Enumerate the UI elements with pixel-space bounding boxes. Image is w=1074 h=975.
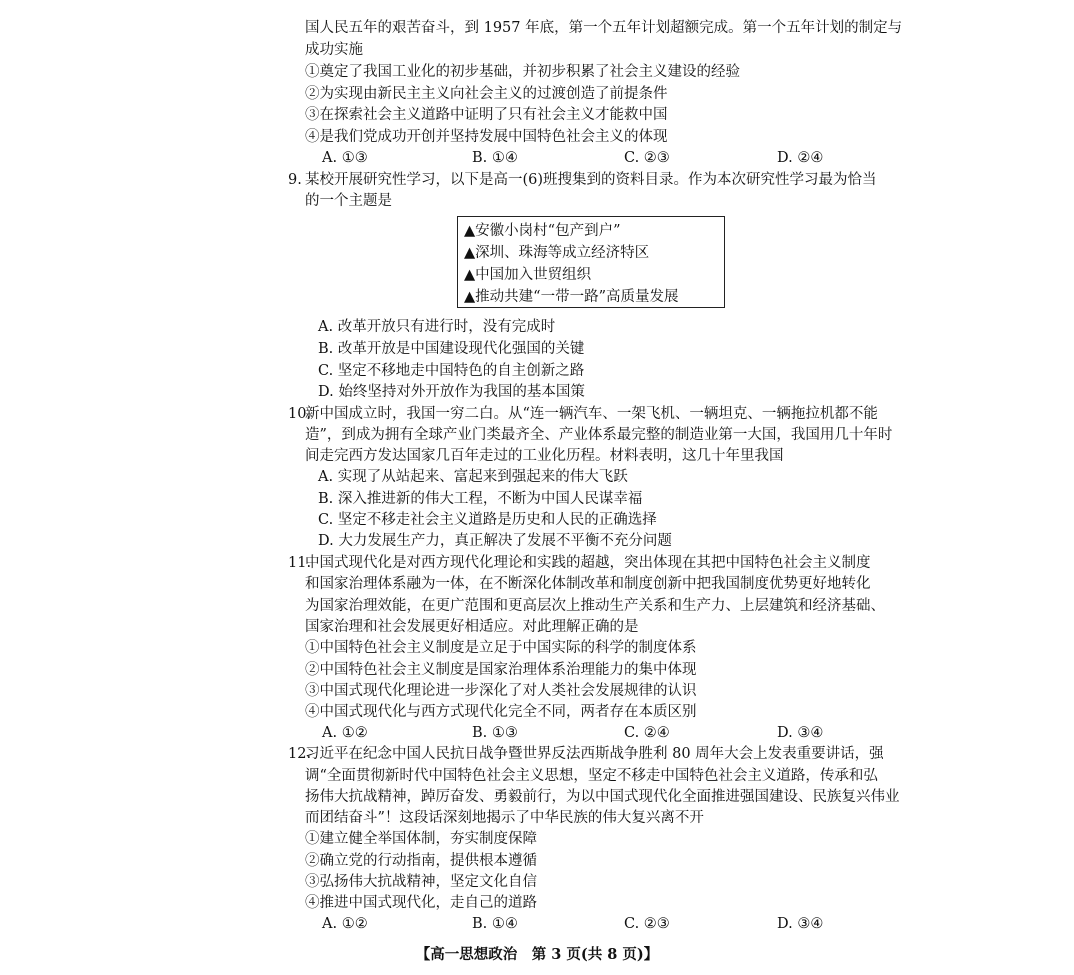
q9-number: 9. — [288, 172, 302, 188]
q8-option-a[interactable]: A. ①③ — [322, 150, 368, 166]
q10-option-b[interactable]: B. 深入推进新的伟大工程，不断为中国人民谋幸福 — [318, 491, 643, 507]
q9-option-b[interactable]: B. 改革开放是中国建设现代化强国的关键 — [318, 341, 585, 357]
q8-option-c[interactable]: C. ②③ — [624, 150, 670, 166]
q11-stem-line-3: 为国家治理效能，在更广范围和更高层次上推动生产关系和生产力、上层建筑和经济基础、 — [305, 598, 885, 614]
q10-stem-line-1: 新中国成立时，我国一穷二白。从“连一辆汽车、一架飞机、一辆坦克、一辆拖拉机都不能 — [305, 406, 878, 422]
q8-statement-3: ③在探索社会主义道路中证明了只有社会主义才能救中国 — [305, 107, 668, 123]
q12-option-c[interactable]: C. ②③ — [624, 916, 670, 932]
q8-statement-4: ④是我们党成功开创并坚持发展中国特色社会主义的体现 — [305, 129, 668, 145]
q12-statement-3: ③弘扬伟大抗战精神，坚定文化自信 — [305, 874, 537, 890]
q10-stem-line-2: 造”，到成为拥有全球产业门类最齐全、产业体系最完整的制造业第一大国，我国用几十年时 — [305, 427, 893, 443]
q10-option-c[interactable]: C. 坚定不移走社会主义道路是历史和人民的正确选择 — [318, 512, 657, 528]
q8-stem-line-1: 国人民五年的艰苦奋斗，到 1957 年底，第一个五年计划超额完成。第一个五年计划的制定与 — [305, 20, 903, 36]
q12-stem-line-4: 而团结奋斗”！这段话深刻地揭示了中华民族的伟大复兴离不开 — [305, 810, 704, 826]
q11-statement-3: ③中国式现代化理论进一步深化了对人类社会发展规律的认识 — [305, 683, 697, 699]
q11-number: 11. — [288, 555, 312, 571]
q9-box-item-3: ▲中国加入世贸组织 — [464, 267, 592, 283]
q9-stem-line-1: 某校开展研究性学习，以下是高一(6)班搜集到的资料目录。作为本次研究性学习最为恰当 — [305, 172, 877, 188]
q12-number: 12. — [288, 746, 312, 762]
q9-option-c[interactable]: C. 坚定不移地走中国特色的自主创新之路 — [318, 363, 585, 379]
q11-statement-4: ④中国式现代化与西方式现代化完全不同，两者存在本质区别 — [305, 704, 697, 720]
q12-statement-4: ④推进中国式现代化，走自己的道路 — [305, 895, 537, 911]
q8-stem-line-2: 成功实施 — [305, 42, 363, 58]
q11-stem-line-1: 中国式现代化是对西方现代化理论和实践的超越，突出体现在其把中国特色社会主义制度 — [305, 555, 871, 571]
q8-option-b[interactable]: B. ①④ — [472, 150, 518, 166]
q8-statement-1: ①奠定了我国工业化的初步基础，并初步积累了社会主义建设的经验 — [305, 64, 740, 80]
q12-option-a[interactable]: A. ①② — [322, 916, 368, 932]
q8-option-d[interactable]: D. ②④ — [777, 150, 824, 166]
q10-stem-line-3: 间走完西方发达国家几百年走过的工业化历程。材料表明，这几十年里我国 — [305, 448, 784, 464]
q9-material-box — [457, 216, 725, 308]
q12-statement-1: ①建立健全举国体制，夯实制度保障 — [305, 831, 537, 847]
q11-statement-2: ②中国特色社会主义制度是国家治理体系治理能力的集中体现 — [305, 662, 697, 678]
q10-option-d[interactable]: D. 大力发展生产力，真正解决了发展不平衡不充分问题 — [318, 533, 672, 549]
q12-statement-2: ②确立党的行动指南，提供根本遵循 — [305, 853, 537, 869]
q9-stem-line-2: 的一个主题是 — [305, 193, 392, 209]
q9-box-item-2: ▲深圳、珠海等成立经济特区 — [464, 245, 650, 261]
q12-stem-line-2: 调“全面贯彻新时代中国特色社会主义思想，坚定不移走中国特色社会主义道路，传承和弘 — [305, 768, 878, 784]
q9-option-a[interactable]: A. 改革开放只有进行时，没有完成时 — [318, 319, 556, 335]
q12-stem-line-3: 扬伟大抗战精神，踔厉奋发、勇毅前行，为以中国式现代化全面推进强国建设、民族复兴伟业 — [305, 789, 900, 805]
q11-option-b[interactable]: B. ①③ — [472, 725, 518, 741]
q11-option-c[interactable]: C. ②④ — [624, 725, 670, 741]
q9-option-d[interactable]: D. 始终坚持对外开放作为我国的基本国策 — [318, 384, 585, 400]
q11-statement-1: ①中国特色社会主义制度是立足于中国实际的科学的制度体系 — [305, 640, 697, 656]
q8-statement-2: ②为实现由新民主主义向社会主义的过渡创造了前提条件 — [305, 86, 668, 102]
q9-box-item-1: ▲安徽小岗村“包产到户” — [464, 223, 621, 239]
q12-option-b[interactable]: B. ①④ — [472, 916, 518, 932]
q10-number: 10. — [288, 406, 312, 422]
q11-stem-line-2: 和国家治理体系融为一体，在不断深化体制改革和制度创新中把我国制度优势更好地转化 — [305, 576, 871, 592]
q11-stem-line-4: 国家治理和社会发展更好相适应。对此理解正确的是 — [305, 619, 639, 635]
page-footer: 【高一思想政治 第 3 页(共 8 页)】 — [415, 946, 659, 963]
q11-option-d[interactable]: D. ③④ — [777, 725, 824, 741]
q12-stem-line-1: 习近平在纪念中国人民抗日战争暨世界反法西斯战争胜利 80 周年大会上发表重要讲话，强 — [305, 746, 884, 762]
q11-option-a[interactable]: A. ①② — [322, 725, 368, 741]
q9-box-item-4: ▲推动共建“一带一路”高质量发展 — [464, 289, 679, 305]
q10-option-a[interactable]: A. 实现了从站起来、富起来到强起来的伟大飞跃 — [318, 469, 628, 485]
q12-option-d[interactable]: D. ③④ — [777, 916, 824, 932]
